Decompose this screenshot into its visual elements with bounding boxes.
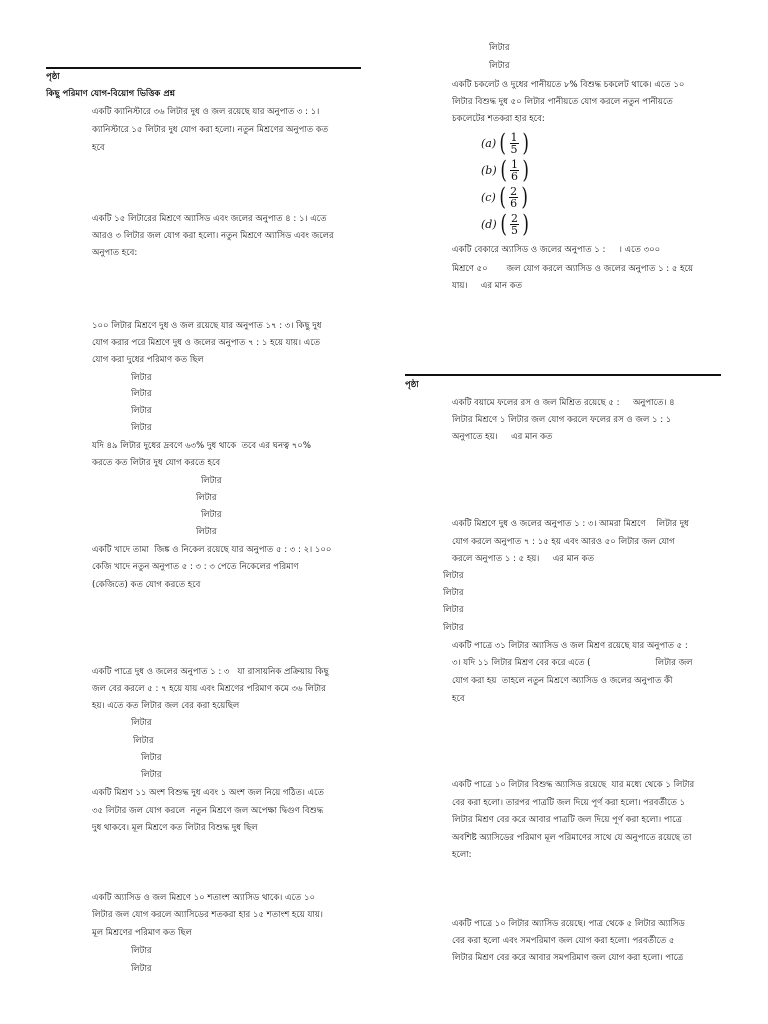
q9-option-b-label: (b) (481, 163, 497, 177)
q9-option-a-num: 1 (510, 130, 518, 144)
q14-line-2: বের করা হলো। তারপর পাত্রটি জল দিয়ে পূর্ণ করা হলো। পরবর্তীতে ১ (452, 798, 686, 808)
q14-line-3: লিটার মিশ্রণ বের করে আবার পাত্রটি জল দিয়ে পূর্ণ করা হলো। পাত্রে (452, 815, 682, 825)
q6-option-a: লিটার (131, 718, 152, 728)
q12-option-d: লিটার (443, 623, 464, 633)
q2-line-2: আরও ৩ লিটার জল যোগ করা হলো। নতুন মিশ্রণে অ্যাসিড এবং জলের (92, 231, 334, 241)
q1-line-3: হবে (92, 143, 105, 153)
q2-line-1: একটি ১৫ লিটারের মিশ্রণে অ্যাসিড এবং জলের অনুপাত ৪ : ১। এতে (92, 214, 327, 224)
right-page-label: পৃষ্ঠা (405, 380, 419, 390)
q4-option-a: লিটার (201, 476, 222, 486)
q5-line-3: (কেজিতে) কত যোগ করতে হবে (92, 580, 201, 590)
q4-option-d: লিটার (196, 527, 217, 537)
q5-line-2: কেজি খাদে নতুন অনুপাত ৫ : ৩ : ৩ পেতে নিকেলের পরিমাণ (92, 562, 299, 572)
q9-option-a-den: 5 (510, 142, 518, 156)
q9-option-b-den: 6 (511, 169, 518, 183)
q10-line-3: যায়। এর মান কত (452, 281, 523, 291)
section-title: কিছু পরিমাণ যোগ-বিয়োগ ভিত্তিক প্রশ্ন (46, 89, 176, 99)
q3-line-3: যোগ করা দুধের পরিমাণ কত ছিল (92, 355, 204, 365)
q7-line-1: একটি মিশ্রণ ১১ অংশ বিশুদ্ধ দুধ এবং ১ অংশ জল নিয়ে গঠিত। এতে (92, 788, 324, 798)
q9-option-c-num: 2 (510, 184, 518, 198)
q4-option-b: লিটার (196, 493, 217, 503)
q6-line-1: একটি পাত্রে দুধ ও জলের অনুপাত ১ : ৩ যা রাসায়নিক প্রক্রিয়ায় কিছু (92, 667, 329, 677)
right-header-rule (405, 374, 721, 376)
q12-line-1: একটি মিশ্রণে দুধ ও জলের অনুপাত ১ : ৩। আমরা মিশ্রণে লিটার দুধ (452, 519, 689, 529)
q15-line-1: একটি পাত্রে ১০ লিটার অ্যাসিড রয়েছে। পাত্র থেকে ৫ লিটার অ্যাসিড (452, 919, 685, 929)
q3-line-2: যোগ করার পরে মিশ্রণে দুধ ও জলের অনুপাত ৭ : ১ হয়ে যায়। এতে (92, 338, 321, 348)
q8-line-2: লিটার জল যোগ করলে অ্যাসিডের শতকরা হার ১৫ শতাংশ হয়ে যায়। (92, 910, 323, 920)
q1-line-1: একটি ক্যানিস্টারে ৩৬ লিটার দুধ ও জল রয়েছে যার অনুপাত ৩ : ১। (92, 107, 320, 117)
q9-option-b-num: 1 (511, 157, 518, 171)
q1-line-2: ক্যানিস্টারে ১৫ লিটার দুধ যোগ করা হলো। নতুন মিশ্রণের অনুপাত কত (92, 125, 329, 135)
q9-option-d-den: 5 (511, 223, 518, 237)
q14-line-4: অবশিষ্ট অ্যাসিডের পরিমাণ মূল পরিমাণের সাথে যে অনুপাতে রয়েছে তা (452, 833, 692, 843)
q9-option-c-den: 6 (510, 196, 518, 210)
q3-option-d: লিটার (131, 423, 152, 433)
q13-line-4: হবে (452, 694, 465, 704)
q10-line-1: একটি বেকারে অ্যাসিড ও জলের অনুপাত ১ : । এতে ৩০০ (452, 245, 661, 255)
q12-option-a: লিটার (443, 571, 464, 581)
q9-option-d: (d) ( $\frac{2}{5}$ ) (481, 210, 529, 238)
q12-option-b: লিটার (443, 588, 464, 598)
top-option-a: লিটার (489, 43, 510, 53)
q4-line-2: করতে কত লিটার দুধ যোগ করতে হবে (92, 458, 221, 468)
q12-option-c: লিটার (443, 605, 464, 615)
q9-option-a: (a) ( $\frac{1}{5}$ ) (481, 129, 529, 157)
left-page-label: পৃষ্ঠা (46, 72, 60, 82)
q13-line-2: ৩। যদি ১১ লিটার মিশ্রণ বের করে এতে ( লিটার জল (452, 658, 693, 668)
q8-line-3: মূল মিশ্রণের পরিমাণ কত ছিল (92, 928, 192, 938)
top-option-b: লিটার (489, 61, 510, 71)
q13-line-1: একটি পাত্রে ৩১ লিটার অ্যাসিড ও জল মিশ্রণ রয়েছে যার অনুপাত ৫ : (452, 641, 688, 651)
q13-line-3: যোগ করা হয় তাহলে নতুন মিশ্রণে অ্যাসিড ও জলের অনুপাত কী (452, 676, 673, 686)
q6-option-d: লিটার (141, 770, 162, 780)
q6-option-b: লিটার (133, 736, 154, 746)
q9-line-1: একটি চকলেট ও দুধের পানীয়তে ৮% বিশুদ্ধ চকলেট থাকে। এতে ১০ (452, 80, 685, 90)
q8-option-b: লিটার (131, 964, 152, 974)
q11-line-2: লিটার মিশ্রণে ১ লিটার জল যোগ করলে ফলের রস ও জল ১ : ১ (452, 415, 672, 425)
q11-line-1: একটি বয়ামে ফলের রস ও জল মিশ্রিত রয়েছে ৫ : অনুপাতে। ৪ (452, 398, 675, 408)
q9-option-b: (b) ( $\frac{1}{6}$ ) (481, 156, 529, 184)
q7-line-2: ৩৫ লিটার জল যোগ করলে নতুন মিশ্রণে জল অপেক্ষা দ্বিগুণ বিশুদ্ধ (92, 806, 324, 816)
q12-line-3: করলে অনুপাত ১ : ৫ হয়। এর মান কত (452, 554, 594, 564)
q9-option-a-label: (a) (481, 136, 497, 150)
q6-option-c: লিটার (141, 753, 162, 763)
q11-line-3: অনুপাতে হয়। এর মান কত (452, 432, 553, 442)
q10-line-2: মিশ্রণে ৫০ জল যোগ করলে অ্যাসিড ও জলের অনুপাত ১ : ৫ হয়ে (452, 264, 693, 274)
q15-line-2: বের করা হলো এবং সমপরিমাণ জল যোগ করা হলো। পরবর্তীতে ৫ (452, 936, 675, 946)
q14-line-1: একটি পাত্রে ১০ লিটার বিশুদ্ধ অ্যাসিড রয়েছে যার মধ্যে থেকে ১ লিটার (452, 780, 695, 790)
q4-option-c: লিটার (201, 510, 222, 520)
q3-line-1: ১০০ লিটার মিশ্রণে দুধ ও জল রয়েছে যার অনুপাত ১৭ : ৩। কিছু দুধ (92, 321, 322, 331)
left-header-rule (46, 67, 361, 69)
q4-line-1: যদি ৪৯ লিটার দুধের দ্রবণে ৬৩% দুধ থাকে তবে এর ঘনত্ব ৭০% (92, 441, 311, 451)
q3-option-b: লিটার (131, 389, 152, 399)
q6-line-2: জল বের করলে ৫ : ৭ হয়ে যায় এবং মিশ্রণের পরিমাণ কমে ৩৬ লিটার (92, 684, 326, 694)
q12-line-2: যোগ করলে অনুপাত ৭ : ১৫ হয় এবং আরও ৫০ লিটার জল যোগ (452, 537, 675, 547)
q3-option-a: লিটার (131, 373, 152, 383)
q8-option-a: লিটার (131, 946, 152, 956)
q9-option-c-label: (c) (481, 190, 496, 204)
q9-line-2: লিটার বিশুদ্ধ দুধ ৫০ লিটার পানীয়তে যোগ করলে নতুন পানীয়তে (452, 97, 673, 107)
q14-line-5: হলো: (452, 850, 472, 860)
q8-line-1: একটি অ্যাসিড ও জল মিশ্রণে ১০ শতাংশ অ্যাসিড থাকে। এতে ১০ (92, 893, 316, 903)
q2-line-3: অনুপাত হবে: (92, 248, 138, 258)
q9-option-d-label: (d) (481, 217, 497, 231)
q9-option-d-num: 2 (511, 211, 518, 225)
q3-option-c: লিটার (131, 406, 152, 416)
q15-line-3: লিটার মিশ্রণ বের করে আবার সমপরিমাণ জল যোগ করা হলো। পাত্রে (452, 953, 684, 963)
q7-line-3: দুধ থাকবে। মূল মিশ্রণে কত লিটার বিশুদ্ধ দুধ ছিল (92, 823, 258, 833)
q9-option-c: (c) ( $\frac{2}{6}$ ) (481, 183, 529, 211)
q5-line-1: একটি খাদে তামা জিঙ্ক ও নিকেল রয়েছে যার অনুপাত ৫ : ৩ : ২। ১০০ (92, 545, 332, 555)
q9-line-3: চকলেটের শতকরা হার হবে: (452, 114, 545, 124)
q6-line-3: হয়। এতে কত লিটার জল বের করা হয়েছিল (92, 701, 240, 711)
